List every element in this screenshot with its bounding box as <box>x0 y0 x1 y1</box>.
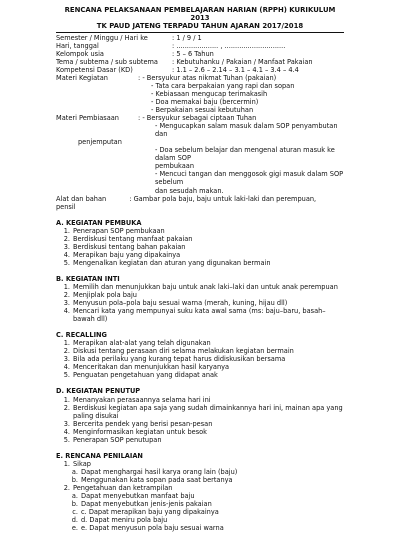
meta-value: : 1.1 – 2.6 – 2.14 – 3.1 – 4.1 – 3.4 – 4.4 <box>172 65 299 74</box>
title-line-1: RENCANA PELAKSANAAN PEMBELAJARAN HARIAN (RPPH) KURIKULUM 2013 <box>64 6 336 23</box>
list-item: 1. Penerapan SOP pembukaan <box>63 226 165 235</box>
alat-bahan <box>56 195 344 211</box>
list-item: 2. Berdiskusi kegiatan apa saja yang sudah dimainkannya hari ini, mainan apa yang paling disukai <box>63 403 343 420</box>
list-item: 4. Mencari kata yang mempunyai suku kata awal sama (ms: baju–baru, basah–bawah dll) <box>63 307 326 324</box>
list-item: 3. Berdiskusi tentang bahan pakaian <box>63 242 186 251</box>
meta-key: Hari, tanggal <box>56 41 99 50</box>
penilaian-list-2 <box>56 484 344 492</box>
section-title-pembuka: A. KEGIATAN PEMBUKA <box>56 218 142 227</box>
recalling-list <box>56 339 344 379</box>
meta-key: Semester / Minggu / Hari ke <box>56 33 148 42</box>
materi-pembiasaan-item: : - Bersyukur sebagai ciptaan Tuhan <box>138 114 257 123</box>
alat-bahan-line: Alat dan bahan : Gambar pola baju, baju untuk laki-laki dan perempuan, <box>56 194 317 203</box>
penilaian-list <box>56 460 344 468</box>
sublist-item: c. c. Dapat merapikan baju yang dipakainya <box>72 508 219 517</box>
meta-row <box>56 34 344 42</box>
list-item: 2. Berdiskusi tentang manfaat pakaian <box>63 234 193 243</box>
materi-kegiatan-item: - Doa memakai baju (bercermin) <box>151 97 259 106</box>
list-item: 1. Memilih dan menunjukkan baju untuk anak laki–laki dan untuk anak perempuan <box>63 282 338 291</box>
sublist-item: a. Dapat menyebutkan manfaat baju <box>71 492 195 501</box>
list-item: 3. Bila ada perilaku yang kurang tepat harus didiskusikan bersama <box>63 355 286 364</box>
materi-pembiasaan-item: - Doa sebelum belajar dan mengenal aturan masuk ke dalam SOP <box>155 146 335 163</box>
sublist-item: b. Dapat menyebutkan jenis-jenis pakaian <box>71 500 212 509</box>
meta-block <box>56 34 344 211</box>
section-title-inti: B. KEGIATAN INTI <box>56 274 120 283</box>
title-line-2: TK PAUD JATENG TERPADU TAHUN AJARAN 2017/2018 <box>96 22 304 31</box>
section-title-penilaian: E. RENCANA PENILAIAN <box>56 451 143 460</box>
materi-kegiatan-label: Materi Kegiatan <box>56 73 108 82</box>
materi-pembiasaan-item-cont: dan sesudah makan. <box>155 186 224 195</box>
list-item: 3. Bercerita pendek yang berisi pesan-pesan <box>63 419 213 428</box>
sublist-item: d. d. Dapat meniru pola baju <box>71 516 168 525</box>
list-item: 2. Pengetahuan dan ketrampilan <box>63 484 173 492</box>
list-item: 1. Merapikan alat-alat yang telah digunakan <box>63 339 211 348</box>
penutup-list <box>56 396 344 444</box>
sikap-sublist <box>56 468 344 484</box>
section-title-recalling: C. RECALLING <box>56 331 107 340</box>
materi-pembiasaan <box>56 114 344 122</box>
materi-kegiatan-item: - Kebiasaan mengucap terimakasih <box>151 89 268 98</box>
meta-row <box>56 50 344 58</box>
list-item: 5. Penerapan SOP penutupan <box>63 435 162 444</box>
sublist-item: e. e. Dapat menyusun pola baju sesuai warna <box>71 524 224 533</box>
list-item: 3. Menyusun pola–pola baju sesuai warna (merah, kuning, hijau dll) <box>63 299 288 308</box>
alat-bahan-line: pensil <box>56 202 76 211</box>
materi-pembiasaan-item-cont: pembukaan <box>155 162 194 171</box>
list-item: 4. Merapikan baju yang dipakainya <box>63 250 181 259</box>
document-title <box>56 6 344 31</box>
sublist-item: a. Dapat menghargai hasil karya orang lain (baju) <box>71 467 238 476</box>
meta-key: Kelompok usia <box>56 49 104 58</box>
meta-row <box>56 58 344 66</box>
meta-row <box>56 66 344 74</box>
materi-pembiasaan-item: - Mengucapkan salam masuk dalam SOP penyambutan dan <box>155 122 338 139</box>
list-item: 1. Sikap <box>63 459 91 468</box>
list-item: 1. Menanyakan perasaannya selama hari ini <box>63 395 211 404</box>
materi-kegiatan <box>56 74 344 82</box>
pembuka-list <box>56 227 344 267</box>
materi-kegiatan-item: - Tata cara berpakaian yang rapi dan sopan <box>151 81 295 90</box>
materi-kegiatan-item: : - Bersyukur atas nikmat Tuhan (pakaian) <box>138 73 277 82</box>
pengetahuan-sublist <box>56 492 344 532</box>
materi-pembiasaan-item: - Mencuci tangan dan menggosok gigi masuk dalam SOP sebelum <box>155 170 344 187</box>
inti-list <box>56 283 344 323</box>
list-item: 4. Menceritakan dan menunjukkan hasil karyanya <box>63 363 230 372</box>
materi-kegiatan-item: - Berpakaian sesuai kebutuhan <box>151 106 254 115</box>
sublist-item: b. Menggunakan kata sopan pada saat bertanya <box>71 475 233 484</box>
meta-value: : Kebutuhanku / Pakaian / Manfaat Pakaian <box>172 57 313 66</box>
meta-key: Tema / subtema / sub subtema <box>56 57 158 66</box>
meta-value: : 5 – 6 Tahun <box>172 49 214 58</box>
materi-pembiasaan-items <box>56 122 344 194</box>
meta-value: : .................... , ............................. <box>172 41 286 50</box>
list-item: 2. Menjiplak pola baju <box>63 291 137 300</box>
list-item: 5. Penguatan pengetahuan yang didapat anak <box>63 371 218 380</box>
section-title-penutup: D. KEGIATAN PENUTUP <box>56 387 141 396</box>
list-item: 4. Menginformasikan kegiatan untuk besok <box>63 427 207 436</box>
meta-key: Kompetensi Dasar (KD) <box>56 65 133 74</box>
title-divider <box>56 32 344 33</box>
materi-pembiasaan-label: Materi Pembiasaan <box>56 114 119 123</box>
list-item: 2. Diskusi tentang perasaan diri selama melakukan kegiatan bermain <box>63 347 294 356</box>
materi-pembiasaan-item-cont: penjemputan <box>78 138 122 147</box>
list-item: 5. Mengenalkan kegiatan dan aturan yang digunakan bermain <box>63 258 271 267</box>
meta-value: : 1 / 9 / 1 <box>172 33 202 42</box>
meta-row <box>56 42 344 50</box>
